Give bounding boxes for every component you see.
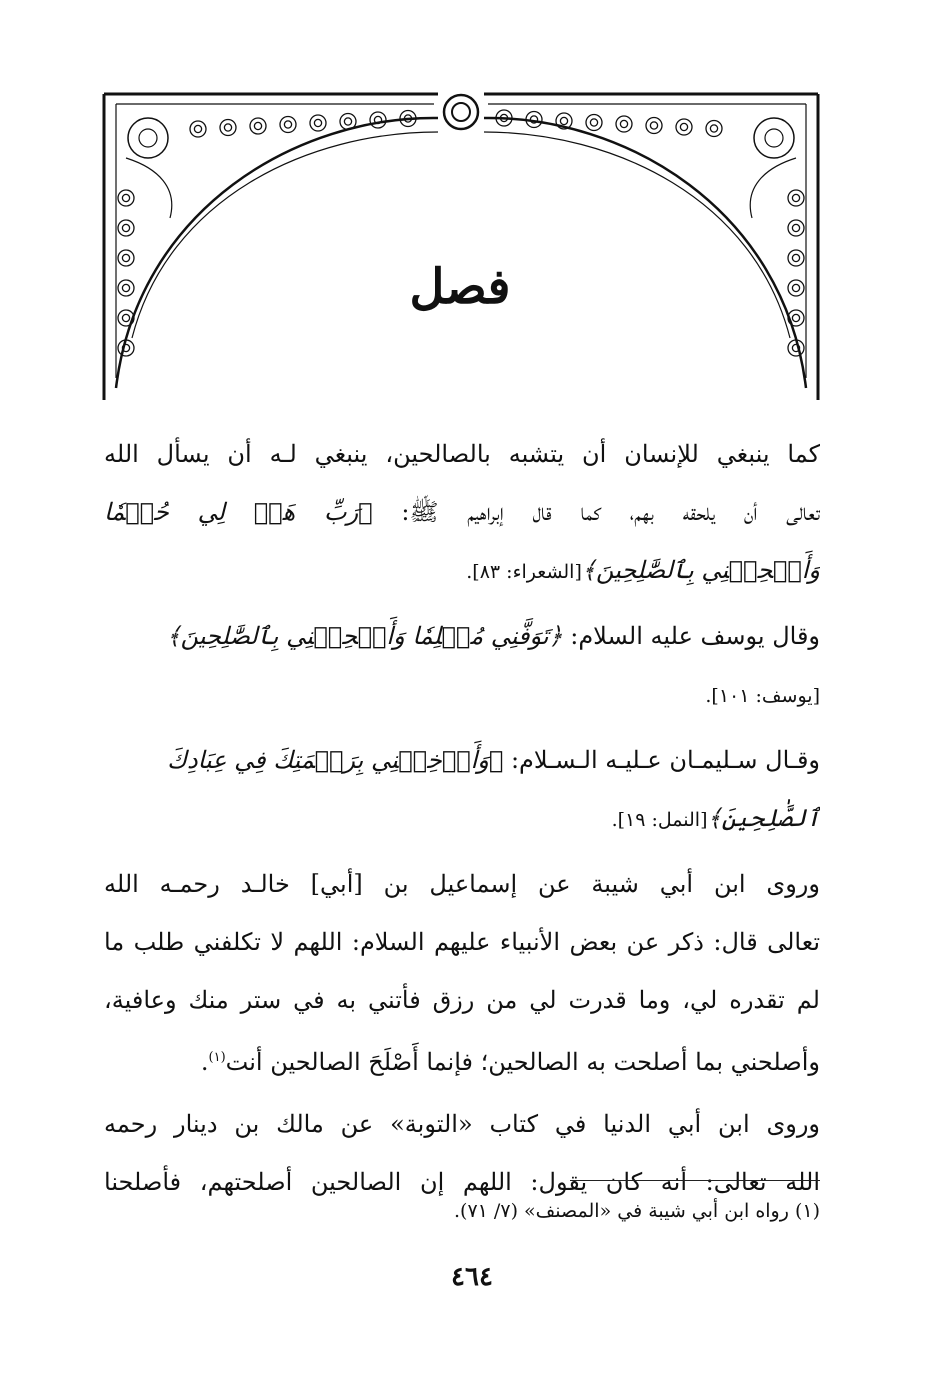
text-line: وروى ابن أبي الدنيا في كتاب «التوبة» عن مالك بن دينار رحمه: [104, 1110, 820, 1138]
paragraph: [104, 731, 820, 847]
footnote: (١) رواه ابن أبي شيبة في «المصنف» (٧/ ٧١).: [454, 1200, 820, 1222]
text-line: [104, 1029, 820, 1087]
text-line: [104, 731, 820, 789]
text-line: [104, 665, 820, 723]
text-line: تعالى قال: ذكر عن بعض الأنبياء عليهم السلام: اللهم لا تكلفني طلب ما: [104, 928, 820, 956]
text-line: [104, 483, 820, 541]
ornamental-arch-frame: [98, 88, 824, 408]
section-heading: فصل: [409, 259, 511, 315]
verse-reference: [يوسف: ١٠١].: [705, 685, 820, 707]
paragraph: [104, 607, 820, 723]
text-line: وروى ابن أبي شيبة عن إسماعيل بن [أبي] خالـد رحمـه الله: [104, 870, 820, 898]
line-tail: .: [200, 1048, 209, 1076]
quran-verse: وَأَلۡحِقۡنِي بِٱلصَّٰلِحِينَ﴾: [581, 556, 820, 584]
paragraph: [104, 1095, 820, 1211]
text-line: كما ينبغي للإنسان أن يتشبه بالصالحين، ينبغي لـه أن يسأل الله: [104, 440, 820, 468]
text-line: [104, 607, 820, 665]
line-text: تعالى أن يلحقه بهم، كما قال إبراهيم ﷺ:: [372, 498, 820, 526]
quran-verse: ﴿وَأَدۡخِلۡنِي بِرَحۡمَتِكَ فِي عِبَادِكَ: [167, 746, 504, 774]
text-line: [104, 541, 820, 599]
verse-reference: [الشعراء: ٨٣].: [466, 561, 582, 583]
quran-verse: ﴿رَبِّ هَبۡ لِي حُكۡمٗا: [104, 498, 373, 526]
quran-verse: ﴿تَوَفَّنِي مُسۡلِمٗا وَأَلۡحِقۡنِي بِٱلصَّٰلِحِينَ﴾: [166, 622, 563, 650]
footnote-marker: (١): [208, 1050, 226, 1065]
page-number: ٤٦٤: [451, 1262, 493, 1292]
body-text: [104, 425, 820, 1211]
quran-verse: ٱلصَّٰلِحِينَ﴾: [707, 804, 820, 832]
footnote-separator: [570, 1180, 820, 1181]
paragraph: [104, 855, 820, 1087]
paragraph: [104, 425, 820, 599]
text-line: الله تعالى: أنه كان يقول: اللهم إن الصالحين أصلحتهم، فأصلحنا: [104, 1168, 820, 1196]
line-text: وقـال سـليمـان عـليـه الـسـلام:: [503, 746, 820, 774]
line-text: وقال يوسف عليه السلام:: [562, 622, 820, 650]
line-text: وأصلحني بما أصلحت به الصالحين؛ فإنما أَصْلَحَ الصالحين أنت: [225, 1048, 820, 1076]
verse-reference: [النمل: ١٩].: [611, 809, 708, 831]
text-line: [104, 789, 820, 847]
text-line: لم تقدره لي، وما قدرت لي من رزق فأتني به في ستر منك وعافية،: [104, 986, 820, 1014]
